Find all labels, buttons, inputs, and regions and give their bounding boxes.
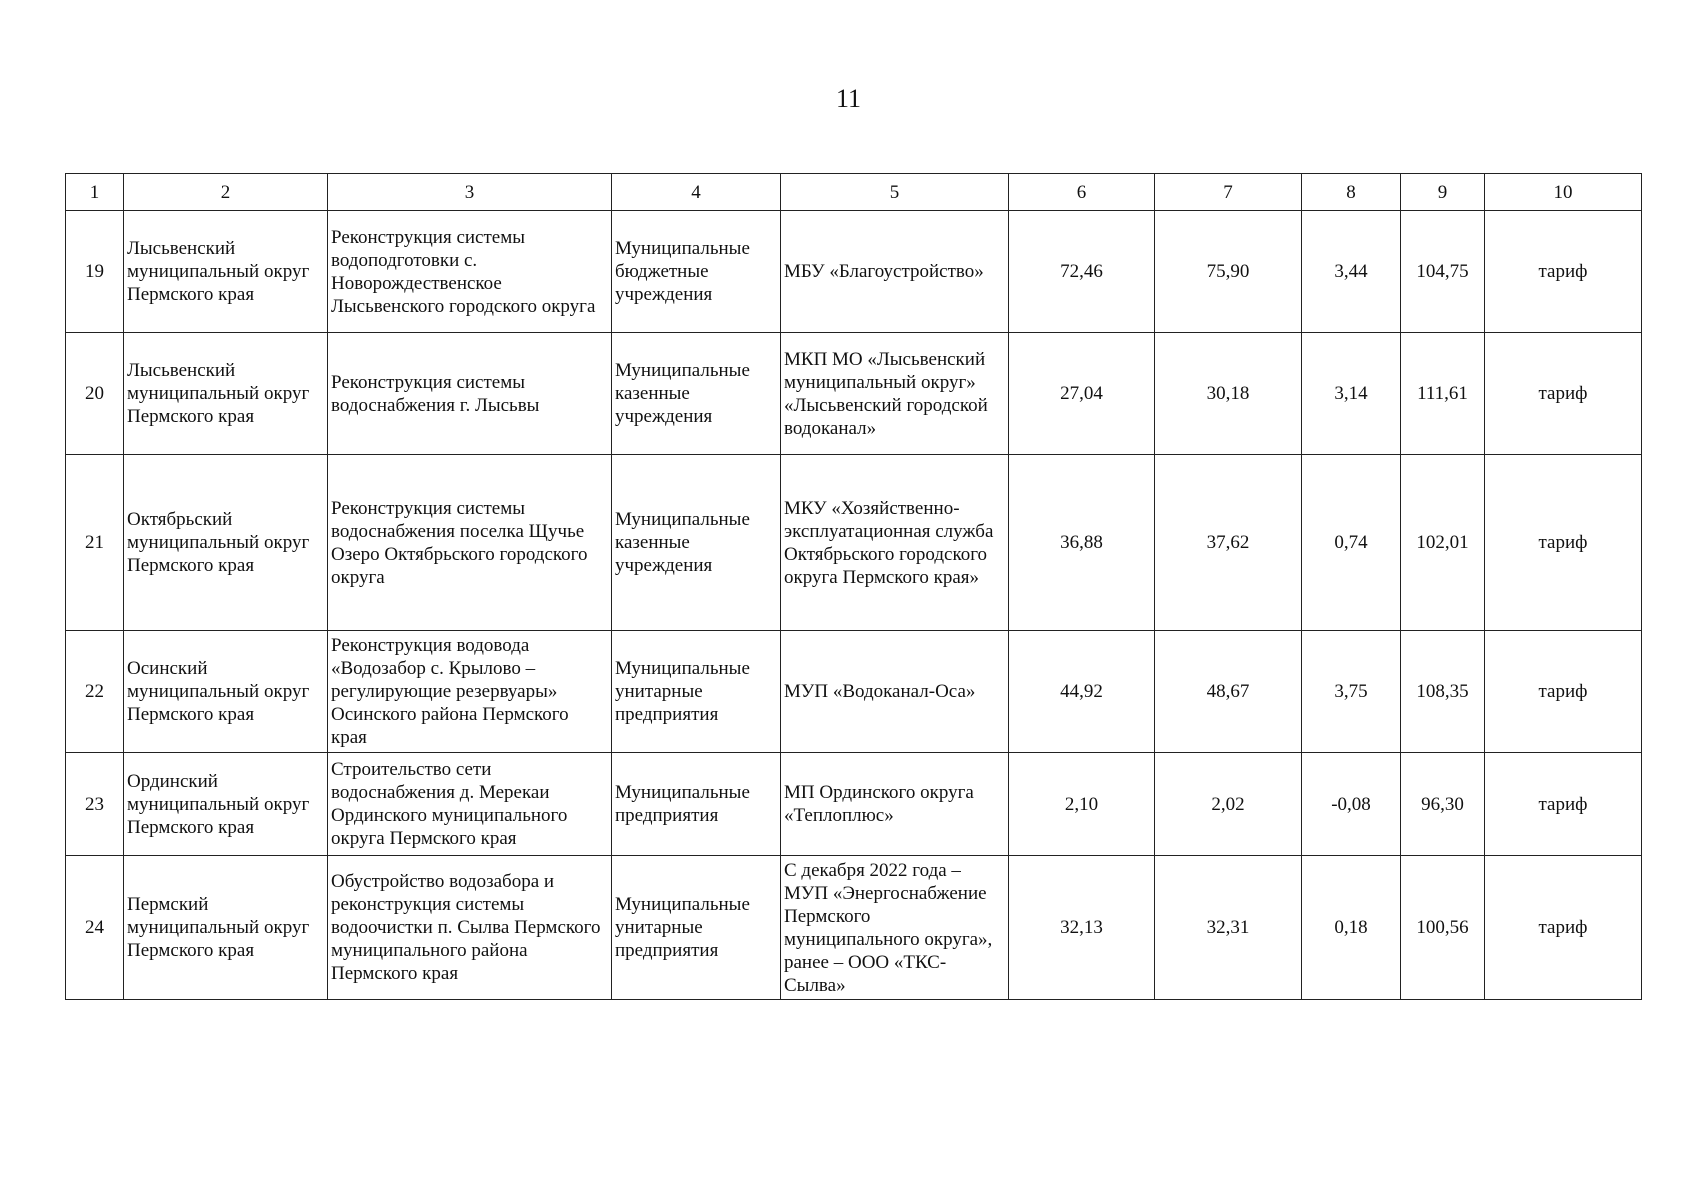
organization-cell: МУП «Водоканал-Оса»: [781, 631, 1009, 753]
value-cell-7: 32,31: [1155, 856, 1302, 1000]
value-cell-9: 102,01: [1401, 455, 1485, 631]
table-row: [66, 211, 1642, 333]
organization-cell: С декабря 2022 года – МУП «Энергоснабжение Пермского муниципального округа», ранее – ООО «ТКС-Сылва»: [781, 856, 1009, 1000]
value-cell-9: 111,61: [1401, 333, 1485, 455]
row-number-cell: 24: [66, 856, 124, 1000]
value-cell-6: 44,92: [1009, 631, 1155, 753]
municipality-cell: Октябрьский муниципальный округ Пермского края: [124, 455, 328, 631]
org-type-cell: Муниципальные унитарные предприятия: [612, 856, 781, 1000]
basis-cell: тариф: [1485, 211, 1642, 333]
basis-cell: тариф: [1485, 856, 1642, 1000]
header-cell: 9: [1401, 174, 1485, 211]
basis-cell: тариф: [1485, 631, 1642, 753]
project-cell: Реконструкция водовода «Водозабор с. Крылово – регулирующие резервуары» Осинского района Пермского края: [328, 631, 612, 753]
table-row: [66, 455, 1642, 631]
municipality-cell: Лысьвенский муниципальный округ Пермского края: [124, 333, 328, 455]
org-type-cell: Муниципальные бюджетные учреждения: [612, 211, 781, 333]
value-cell-6: 32,13: [1009, 856, 1155, 1000]
value-cell-7: 30,18: [1155, 333, 1302, 455]
row-number-cell: 20: [66, 333, 124, 455]
value-cell-8: -0,08: [1302, 753, 1401, 856]
table-row: [66, 753, 1642, 856]
value-cell-9: 100,56: [1401, 856, 1485, 1000]
municipality-cell: Пермский муниципальный округ Пермского края: [124, 856, 328, 1000]
org-type-cell: Муниципальные казенные учреждения: [612, 333, 781, 455]
header-cell: 8: [1302, 174, 1401, 211]
municipality-cell: Осинский муниципальный округ Пермского края: [124, 631, 328, 753]
value-cell-8: 3,14: [1302, 333, 1401, 455]
value-cell-6: 72,46: [1009, 211, 1155, 333]
value-cell-7: 2,02: [1155, 753, 1302, 856]
value-cell-9: 96,30: [1401, 753, 1485, 856]
org-type-cell: Муниципальные казенные учреждения: [612, 455, 781, 631]
basis-cell: тариф: [1485, 455, 1642, 631]
basis-cell: тариф: [1485, 333, 1642, 455]
value-cell-6: 2,10: [1009, 753, 1155, 856]
organization-cell: МБУ «Благоустройство»: [781, 211, 1009, 333]
municipality-cell: Ординский муниципальный округ Пермского края: [124, 753, 328, 856]
data-table: [65, 173, 1642, 1000]
project-cell: Обустройство водозабора и реконструкция системы водоочистки п. Сылва Пермского муниципального района Пермского края: [328, 856, 612, 1000]
table-row: [66, 856, 1642, 1000]
row-number-cell: 22: [66, 631, 124, 753]
value-cell-7: 37,62: [1155, 455, 1302, 631]
header-cell: 6: [1009, 174, 1155, 211]
project-cell: Реконструкция системы водоподготовки с. Новорождественское Лысьвенского городского округа: [328, 211, 612, 333]
organization-cell: МП Ординского округа «Теплоплюс»: [781, 753, 1009, 856]
header-cell: 7: [1155, 174, 1302, 211]
organization-cell: МКУ «Хозяйственно-эксплуатационная служба Октябрьского городского округа Пермского края»: [781, 455, 1009, 631]
row-number-cell: 21: [66, 455, 124, 631]
header-cell: 4: [612, 174, 781, 211]
municipality-cell: Лысьвенский муниципальный округ Пермского края: [124, 211, 328, 333]
value-cell-8: 0,18: [1302, 856, 1401, 1000]
value-cell-6: 36,88: [1009, 455, 1155, 631]
value-cell-6: 27,04: [1009, 333, 1155, 455]
row-number-cell: 23: [66, 753, 124, 856]
header-cell: 2: [124, 174, 328, 211]
project-cell: Строительство сети водоснабжения д. Мерекаи Ординского муниципального округа Пермского края: [328, 753, 612, 856]
org-type-cell: Муниципальные унитарные предприятия: [612, 631, 781, 753]
value-cell-8: 0,74: [1302, 455, 1401, 631]
table-row: [66, 631, 1642, 753]
organization-cell: МКП МО «Лысьвенский муниципальный округ» «Лысьвенский городской водоканал»: [781, 333, 1009, 455]
header-row: [66, 174, 1642, 211]
value-cell-8: 3,44: [1302, 211, 1401, 333]
project-cell: Реконструкция системы водоснабжения г. Лысьвы: [328, 333, 612, 455]
row-number-cell: 19: [66, 211, 124, 333]
value-cell-9: 108,35: [1401, 631, 1485, 753]
value-cell-7: 75,90: [1155, 211, 1302, 333]
value-cell-9: 104,75: [1401, 211, 1485, 333]
project-cell: Реконструкция системы водоснабжения поселка Щучье Озеро Октябрьского городского округа: [328, 455, 612, 631]
header-cell: 5: [781, 174, 1009, 211]
header-cell: 1: [66, 174, 124, 211]
header-cell: 10: [1485, 174, 1642, 211]
table-row: [66, 333, 1642, 455]
org-type-cell: Муниципальные предприятия: [612, 753, 781, 856]
value-cell-7: 48,67: [1155, 631, 1302, 753]
header-cell: 3: [328, 174, 612, 211]
value-cell-8: 3,75: [1302, 631, 1401, 753]
page-number: 11: [835, 84, 862, 113]
basis-cell: тариф: [1485, 753, 1642, 856]
